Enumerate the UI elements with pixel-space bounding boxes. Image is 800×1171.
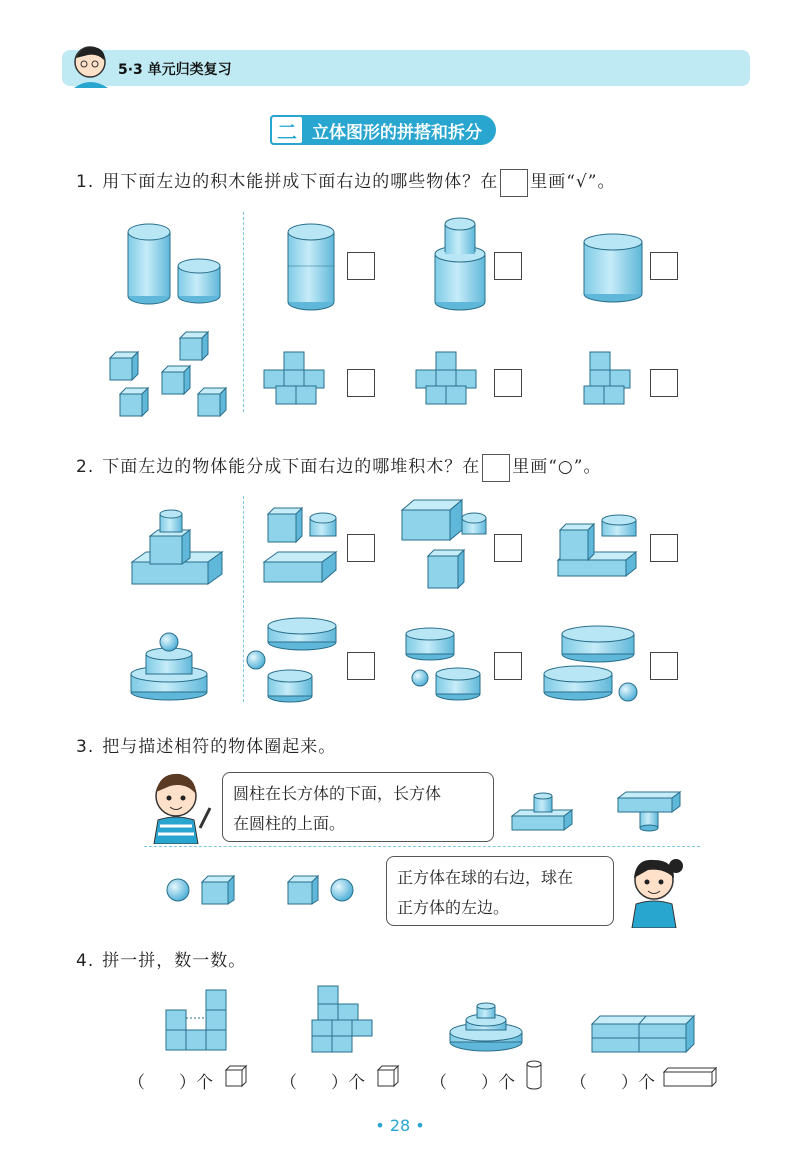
cylinder-icon [526, 1060, 542, 1090]
bubble-2-line-1: 正方体在球的右边，球在 [397, 868, 574, 887]
cuboid-on-cylinder-option[interactable] [616, 790, 682, 832]
answer-box[interactable] [650, 652, 678, 680]
split-pile-d [242, 614, 338, 708]
section-title: 立体图形的拼搭和拆分 [312, 122, 482, 143]
split-pile-c [554, 510, 644, 582]
answer-box[interactable] [347, 534, 375, 562]
question-2 [76, 452, 601, 482]
question-3-text: 把与描述相符的物体圈起来。 [102, 737, 337, 757]
question-1-text-b: 里画“√”。 [530, 172, 616, 192]
count-blank-3[interactable] [430, 1068, 515, 1093]
answer-box[interactable] [494, 652, 522, 680]
answer-box[interactable] [494, 534, 522, 562]
boy-character-icon [146, 770, 220, 844]
divider-q3 [144, 846, 700, 847]
answer-box[interactable] [650, 252, 678, 280]
cylinder-under-cuboid-option[interactable] [510, 792, 574, 834]
answer-box[interactable] [347, 252, 375, 280]
count-paren-2: （ ）个 [280, 1073, 365, 1093]
cylinder-pair [126, 220, 226, 306]
stacked-object-b [126, 628, 212, 702]
stacked-cylinders [432, 216, 488, 312]
cylinder-tower [446, 1000, 526, 1054]
question-1-text-a: 用下面左边的积木能拼成下面右边的哪些物体？在 [102, 172, 499, 192]
cube-then-ball-option[interactable] [286, 872, 358, 906]
split-pile-b [398, 496, 490, 592]
scattered-cubes [106, 328, 236, 418]
stacked-object-a [128, 500, 228, 590]
bubble-1-line-2: 在圆柱的上面。 [233, 814, 346, 833]
section-number: 二 [270, 115, 304, 145]
split-pile-e [402, 622, 488, 706]
count-paren-1: （ ）个 [128, 1073, 213, 1093]
ball-then-cube-option[interactable] [166, 872, 238, 906]
page-number: • 28 • [375, 1116, 425, 1135]
split-pile-a [262, 506, 342, 590]
cube-stack-b [310, 984, 386, 1054]
question-4 [76, 946, 246, 971]
boy-mascot-icon [70, 42, 114, 88]
count-blank-2[interactable] [280, 1068, 365, 1093]
cube-stack-a [164, 988, 236, 1054]
bubble-2-line-2: 正方体的左边。 [397, 898, 510, 917]
answer-box[interactable] [650, 534, 678, 562]
speech-bubble-1 [222, 772, 494, 842]
example-box [482, 454, 510, 482]
question-2-number: 2. [76, 457, 95, 477]
count-paren-4: （ ）个 [570, 1073, 655, 1093]
header-title: 5·3 单元归类复习 [118, 62, 232, 78]
question-2-text-b: 里画“○”。 [512, 457, 602, 477]
wide-cylinder [582, 232, 644, 304]
question-3-number: 3. [76, 737, 95, 757]
split-pile-f [542, 622, 644, 706]
question-4-text: 拼一拼，数一数。 [102, 951, 247, 971]
question-1 [76, 167, 615, 197]
cube-icon [376, 1064, 402, 1088]
cube-structure-c [582, 350, 642, 408]
question-1-number: 1. [76, 172, 95, 192]
answer-box[interactable] [650, 369, 678, 397]
girl-character-icon [618, 852, 688, 928]
cube-icon [224, 1064, 250, 1088]
speech-bubble-2 [386, 856, 614, 926]
cube-structure-b [412, 350, 486, 408]
question-4-number: 4. [76, 951, 95, 971]
question-3 [76, 732, 336, 757]
divider-q1 [243, 212, 244, 412]
answer-box[interactable] [494, 369, 522, 397]
example-box [500, 169, 528, 197]
question-2-text-a: 下面左边的物体能分成下面右边的哪堆积木？在 [102, 457, 481, 477]
answer-box[interactable] [347, 369, 375, 397]
count-blank-1[interactable] [128, 1068, 213, 1093]
count-paren-3: （ ）个 [430, 1073, 515, 1093]
cuboid-stack [590, 1014, 696, 1056]
cuboid-icon [662, 1066, 718, 1088]
section-badge [270, 115, 496, 145]
cube-structure-a [262, 350, 334, 408]
answer-box[interactable] [494, 252, 522, 280]
tall-cylinder [286, 222, 338, 312]
bubble-1-line-1: 圆柱在长方体的下面，长方体 [233, 784, 442, 803]
count-blank-4[interactable] [570, 1068, 655, 1093]
answer-box[interactable] [347, 652, 375, 680]
